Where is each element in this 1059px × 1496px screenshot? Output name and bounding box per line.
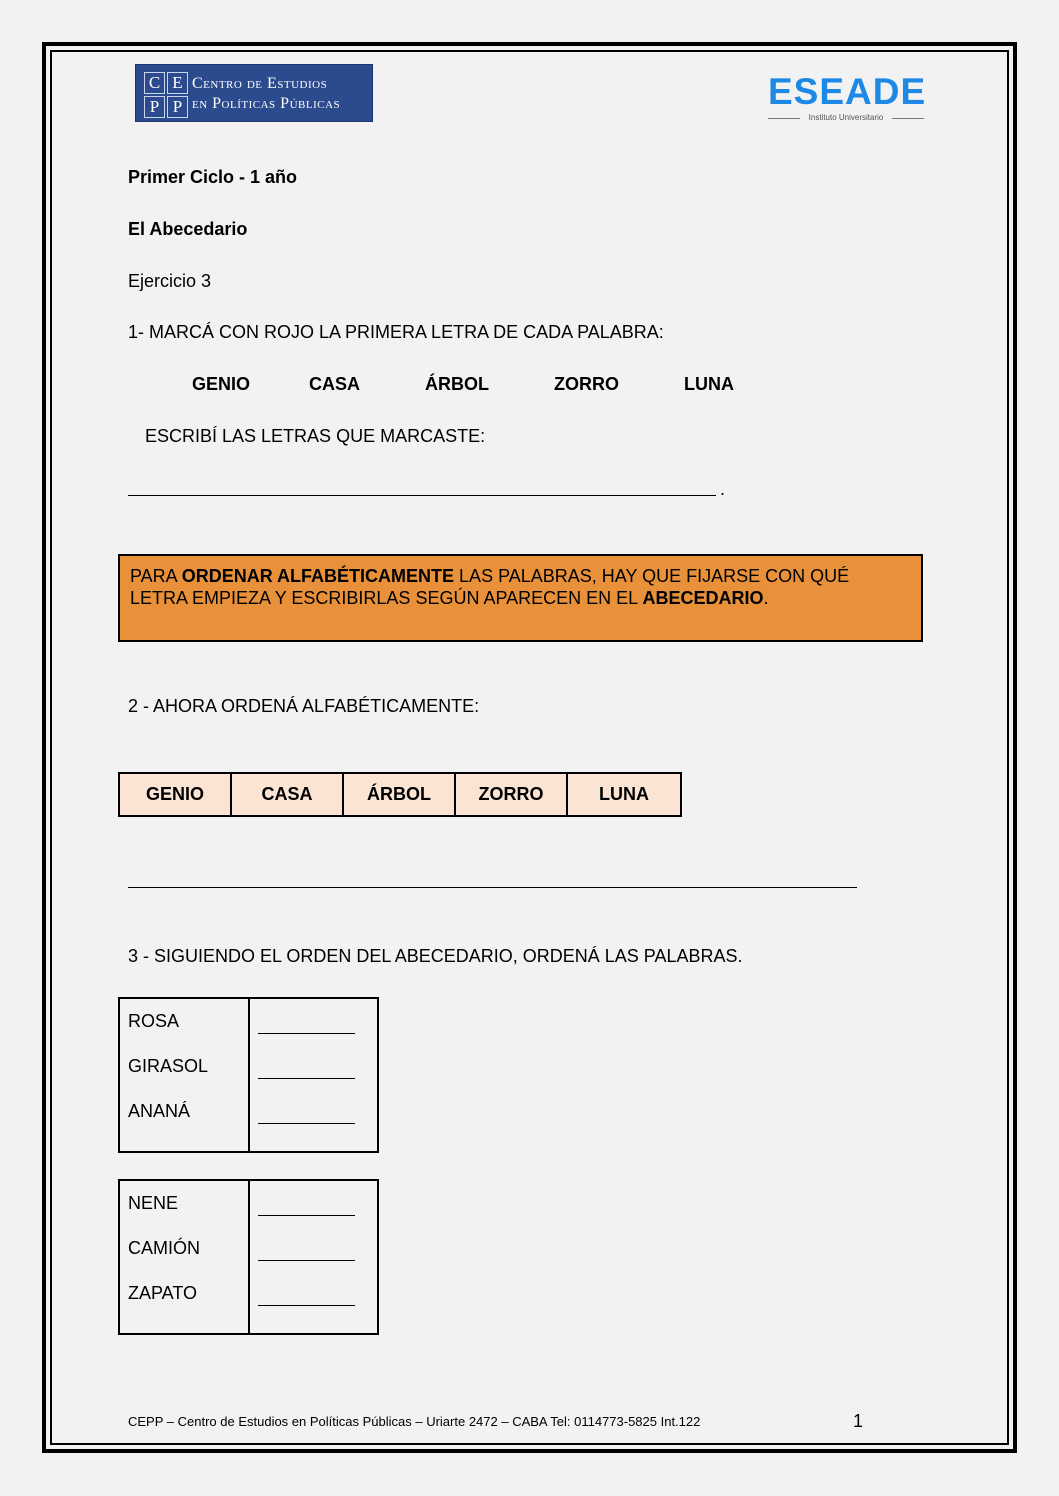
cepp-logo-text — [192, 74, 340, 114]
word-item: ÁRBOL — [425, 374, 489, 394]
info-bold: ORDENAR ALFABÉTICAMENTE — [181, 566, 455, 586]
answer-blank[interactable] — [250, 1181, 377, 1226]
order-answers-column — [250, 1181, 377, 1333]
word-table-cell: GENIO — [120, 774, 232, 815]
instruction-1: 1- MARCÁ CON ROJO LA PRIMERA LETRA DE CADA PALABRA: — [128, 322, 664, 342]
answer-line-1 — [128, 495, 716, 496]
answer-blank[interactable] — [250, 1089, 377, 1134]
topic-heading: El Abecedario — [128, 219, 248, 239]
info-text: PARA — [130, 566, 182, 586]
order-answers-column — [250, 999, 377, 1151]
answer-line-period: . — [720, 479, 726, 499]
word-table — [118, 772, 682, 817]
order-table-1 — [118, 997, 379, 1153]
word-item: ZORRO — [554, 374, 619, 394]
cepp-logo-mark — [144, 72, 188, 116]
order-table-2 — [118, 1179, 379, 1335]
cycle-heading: Primer Ciclo - 1 año — [128, 167, 298, 187]
info-box — [118, 554, 923, 642]
answer-blank[interactable] — [250, 1044, 377, 1089]
instruction-3: 3 - SIGUIENDO EL ORDEN DEL ABECEDARIO, ORDENÁ LAS PALABRAS. — [128, 946, 743, 966]
info-text: LAS PALABRAS, HAY QUE FIJARSE CON QUÉ LETRA EMPIEZA Y ESCRIBIRLAS SEGÚN APARECEN EN EL — [130, 566, 850, 608]
answer-line-2[interactable] — [128, 887, 857, 888]
info-text: . — [763, 588, 769, 608]
page-footer: CEPP – Centro de Estudios en Políticas Públicas – Uriarte 2472 – CABA Tel: 0114773-5825 Int.122 — [128, 1414, 701, 1429]
order-word: ANANÁ — [128, 1101, 191, 1121]
page-number: 1 — [853, 1411, 864, 1431]
cepp-letter: P — [144, 96, 165, 118]
word-table-cell: LUNA — [599, 784, 649, 804]
cepp-logo-line2: en Políticas Públicas — [192, 95, 341, 112]
word-table-cell: CASA — [232, 774, 344, 815]
order-word: CAMIÓN — [128, 1238, 200, 1258]
order-word: GIRASOL — [128, 1056, 209, 1076]
word-table-cell: ÁRBOL — [344, 774, 456, 815]
answer-blank[interactable] — [250, 1271, 377, 1316]
order-word: NENE — [128, 1193, 179, 1213]
cepp-logo-line1: Centro de Estudios — [192, 75, 328, 92]
answer-blank[interactable] — [250, 1226, 377, 1271]
answer-blank[interactable] — [250, 999, 377, 1044]
order-word: ROSA — [128, 1011, 180, 1031]
instruction-2: 2 - AHORA ORDENÁ ALFABÉTICAMENTE: — [128, 696, 480, 716]
exercise-label: Ejercicio 3 — [128, 271, 212, 291]
order-word: ZAPATO — [128, 1283, 198, 1303]
eseade-logo — [768, 71, 927, 123]
order-words-column — [120, 999, 250, 1151]
word-item: LUNA — [684, 374, 734, 394]
word-table-cell: ZORRO — [456, 774, 568, 815]
eseade-logo-subtitle: Instituto Universitario — [768, 113, 924, 123]
cepp-letter: C — [144, 72, 165, 94]
order-words-column — [120, 1181, 250, 1333]
write-prompt: ESCRIBÍ LAS LETRAS QUE MARCASTE: — [145, 426, 486, 446]
cepp-letter: E — [167, 72, 188, 94]
info-bold: ABECEDARIO — [642, 588, 764, 608]
word-item: GENIO — [192, 374, 251, 394]
eseade-logo-name: ESEADE — [768, 71, 927, 112]
word-item: CASA — [309, 374, 361, 394]
cepp-letter: P — [167, 96, 188, 118]
cepp-logo — [135, 64, 373, 122]
